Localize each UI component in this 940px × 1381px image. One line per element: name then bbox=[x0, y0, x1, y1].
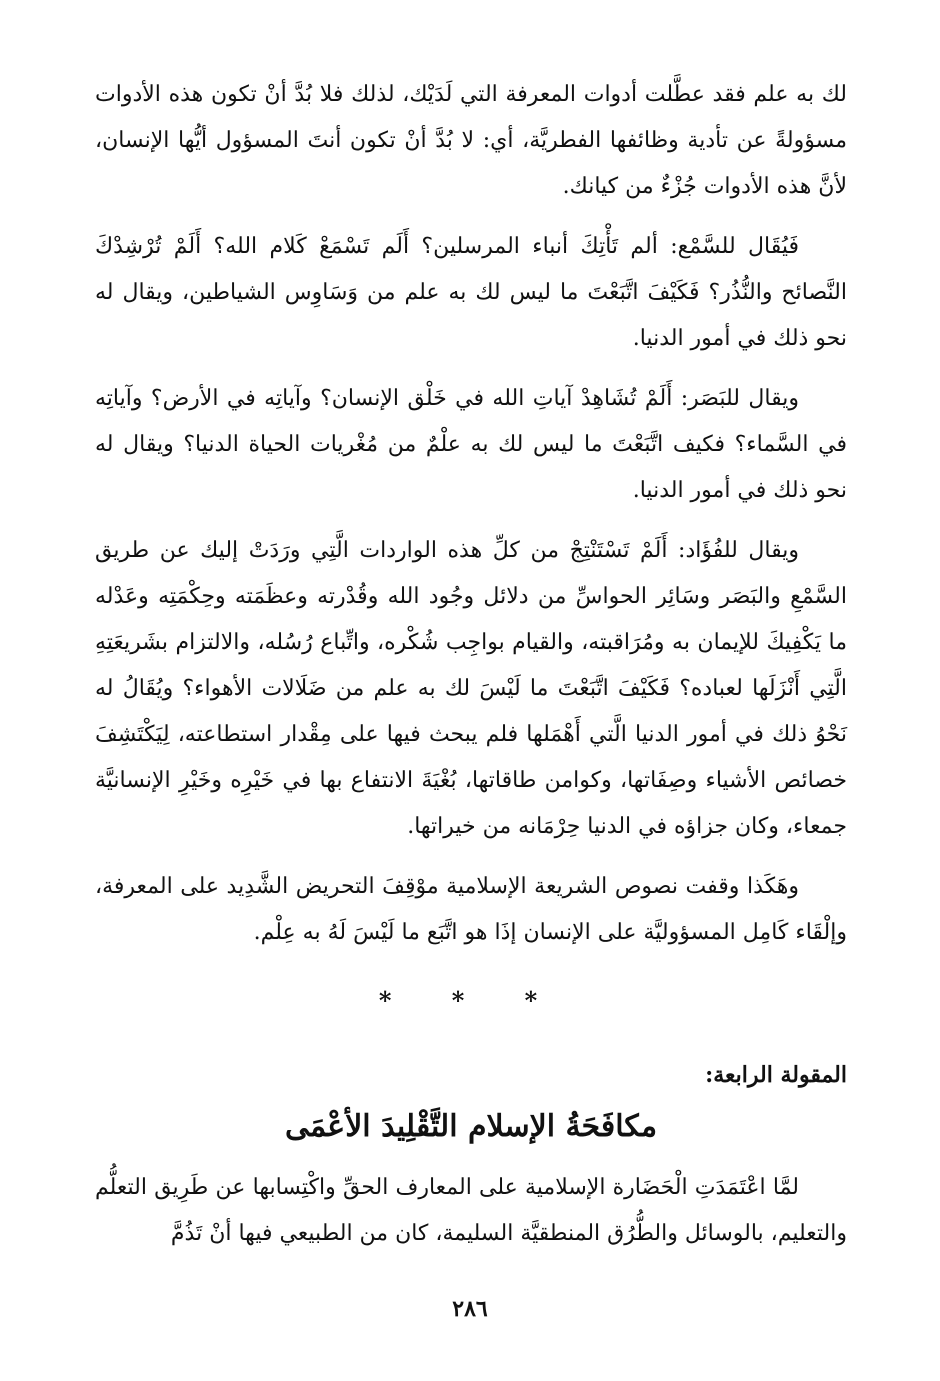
section-title: مكافَحَةُ الإسلام التَّقْلِيدَ الأعْمَى bbox=[284, 1109, 658, 1144]
page-number: ٢٨٦ bbox=[452, 1296, 488, 1322]
section-label: المقولة الرابعة: bbox=[705, 1062, 847, 1088]
paragraph-heart: ويقال للفُؤَاد: أَلَمْ تَسْتَنْتِجْ من كلِّ هذه الواردات الَّتِي ورَدَتْ إليك عن طريق السَّمْعِ والبَصَر وسَائِر الحواسِّ من دلائل وجُود الله وقُدْرته وعظَمَته وحِكْمَتِه وعَدْله ما يَكْفِيكَ للإيمان به ومُرَاقبته، والقيام بواجِب شُكْره، واتِّباع رُسُله، والالتزام بشَريعَتِهِ الَّتِي أَنْزَلَها لعباده؟ فَكَيْفَ اتَّبَعْتَ ما لَيْسَ لك به علم من ضَلَالات الأهواء؟ ويُقَالُ له نَحْوُ ذلك في أمور الدنيا الَّتي أَهْمَلها فلم يبحث فيها على مِقْدار استطاعته، لِيَكْتَشِفَ خصائص الأشياء وصِفَاتها، وكوامن طاقاتها، بُغْيَةَ الانتفاع بها في خَيْرِه وخَيْرِ الإنسانيَّة جمعاء، وكان جزاؤه في الدنيا حِرْمَانه من خيراتها. bbox=[95, 538, 847, 839]
section-separator: * * * bbox=[378, 986, 564, 1015]
page-body bbox=[95, 72, 847, 1271]
paragraph-hearing: فَيُقَال للسَّمْع: ألم تَأْتِكَ أنباء المرسلين؟ أَلَم تَسْمَعْ كَلام الله؟ أَلَمْ تُرْشِدْكَ النَّصائح والنُّذُر؟ فَكَيْفَ اتَّبَعْتَ ما ليس لك به علم من وَسَاوِس الشياطين، ويقال له نحو ذلك في أمور الدنيا. bbox=[95, 234, 847, 351]
paragraph-opening: لمَّا اعْتَمَدَتِ الْحَضَارة الإسلامية على المعارف الحقِّ واكْتِسابها عن طَرِيق التعلُّم والتعليم، بالوسائل والطُّرُق المنطقيَّة السليمة، كان من الطبيعي فيها أنْ تَذُمَّ bbox=[95, 1175, 847, 1246]
paragraph-continuation: لك به علم فقد عطَّلت أدوات المعرفة التي لَدَيْك، لذلك فلا بُدَّ أنْ تكون هذه الأدوات مسؤولةً عن تأدية وظائفها الفطريَّة، أي: لا بُدَّ أنْ تكون أنتَ المسؤول أيُّها الإنسان، لأنَّ هذه الأدوات جُزْءٌ من كيانك. bbox=[95, 82, 847, 199]
paragraph-conclusion: وهَكَذا وقفت نصوص الشريعة الإسلامية موْقِفَ التحريض الشَّدِيد على المعرفة، وإلْقَاء كَامِل المسؤوليَّة على الإنسان إذَا هو اتَّبَع ما لَيْسَ لَهُ به عِلْم. bbox=[95, 874, 847, 945]
paragraph-sight: ويقال للبَصَر: أَلَمْ تُشَاهِدْ آياتِ الله في خَلْق الإنسان؟ وآياتِه في الأرض؟ وآياتِه في السَّماء؟ فكيف اتَّبَعْتَ ما ليس لك به علْمٌ من مُغْريات الحياة الدنيا؟ ويقال له نحو ذلك في أمور الدنيا. bbox=[95, 386, 847, 503]
